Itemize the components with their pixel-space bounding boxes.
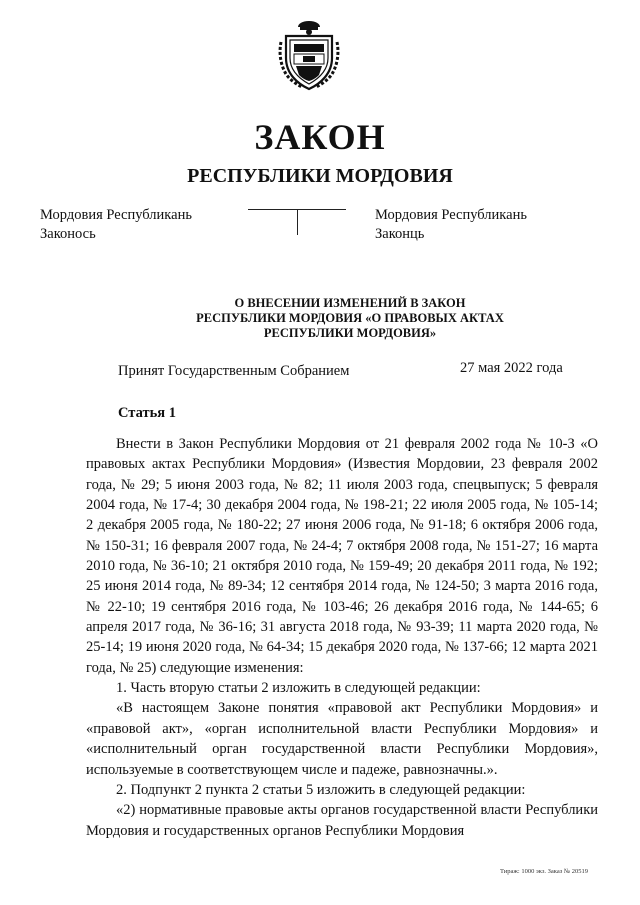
- left-title-line: Законось: [40, 226, 96, 242]
- article-heading: Статья 1: [118, 405, 176, 421]
- print-run-note: Тираж: 1000 экз. Заказ № 20519: [500, 868, 589, 875]
- right-title-block: [375, 206, 527, 244]
- article-paragraph: «В настоящем Законе понятия «правовой акт Республики Мордовия» и «правовой акт», «орган исполнительной власти Республики Мордовия» и «исполнительный орган государственной власти Республики Мордовия», используемые в соответствующем числе и падеже, равнозначны.».: [86, 700, 598, 778]
- law-title-line: РЕСПУБЛИКИ МОРДОВИЯ «О ПРАВОВЫХ АКТАХ: [196, 311, 504, 325]
- article-paragraph: 1. Часть вторую статьи 2 изложить в следующей редакции:: [116, 680, 481, 697]
- article-body: [86, 434, 598, 841]
- article-paragraph: Внести в Закон Республики Мордовия от 21 февраля 2002 года № 10-З «О правовых актах Республики Мордовия» (Известия Мордовии, 23 февраля 2002 года, № 29; 5 июня 2003 года, № 82; 11 июля 2003 года, спецвыпуск; 5 февраля 2004 года, № 17-4; 30 декабря 2004 года, № 198-21; 22 июля 2005 года, № 105-14; 2 декабря 2005 года, № 180-22; 27 июня 2006 года, № 91-18; 6 октября 2006 года, № 150-31; 16 февраля 2007 года, № 24-4; 7 октября 2008 года, № 151-27; 16 марта 2010 года, № 36-10; 21 октября 2010 года, № 159-49; 20 декабря 2011 года, № 192; 25 июня 2014 года, № 89-34; 12 сентября 2014 года, № 124-50; 3 марта 2016 года, № 22-10; 19 сентября 2016 года, № 103-46; 26 декабря 2016 года, № 144-65; 6 апреля 2017 года, № 36-16; 31 августа 2018 года, № 93-39; 11 марта 2020 года, № 25-14; 19 июня 2020 года, № 64-34; 15 декабря 2020 года, № 137-66; 12 марта 2021 года, № 25) следующие изменения:: [86, 436, 598, 676]
- law-title-line: О ВНЕСЕНИИ ИЗМЕНЕНИЙ В ЗАКОН: [234, 296, 466, 310]
- accepted-date: 27 мая 2022 года: [460, 360, 563, 376]
- accepted-label: Принят Государственным Собранием: [118, 363, 350, 379]
- title-divider-tick: [297, 209, 298, 235]
- left-title-line: Мордовия Республикань: [40, 207, 192, 223]
- right-title-line: Мордовия Республикань: [375, 207, 527, 223]
- document-subtitle: РЕСПУБЛИКИ МОРДОВИЯ: [187, 165, 453, 187]
- article-paragraph: 2. Подпункт 2 пункта 2 статьи 5 изложить в следующей редакции:: [116, 781, 526, 798]
- left-title-block: [40, 206, 192, 244]
- article-paragraph: «2) нормативные правовые акты органов государственной власти Республики Мордовия и государственных органов Республики Мордовия: [86, 802, 598, 839]
- right-title-line: Законць: [375, 226, 425, 242]
- document-title: ЗАКОН: [254, 117, 386, 157]
- coat-of-arms-icon: [278, 18, 340, 92]
- law-title: [150, 296, 550, 341]
- law-title-line: РЕСПУБЛИКИ МОРДОВИЯ»: [263, 326, 437, 340]
